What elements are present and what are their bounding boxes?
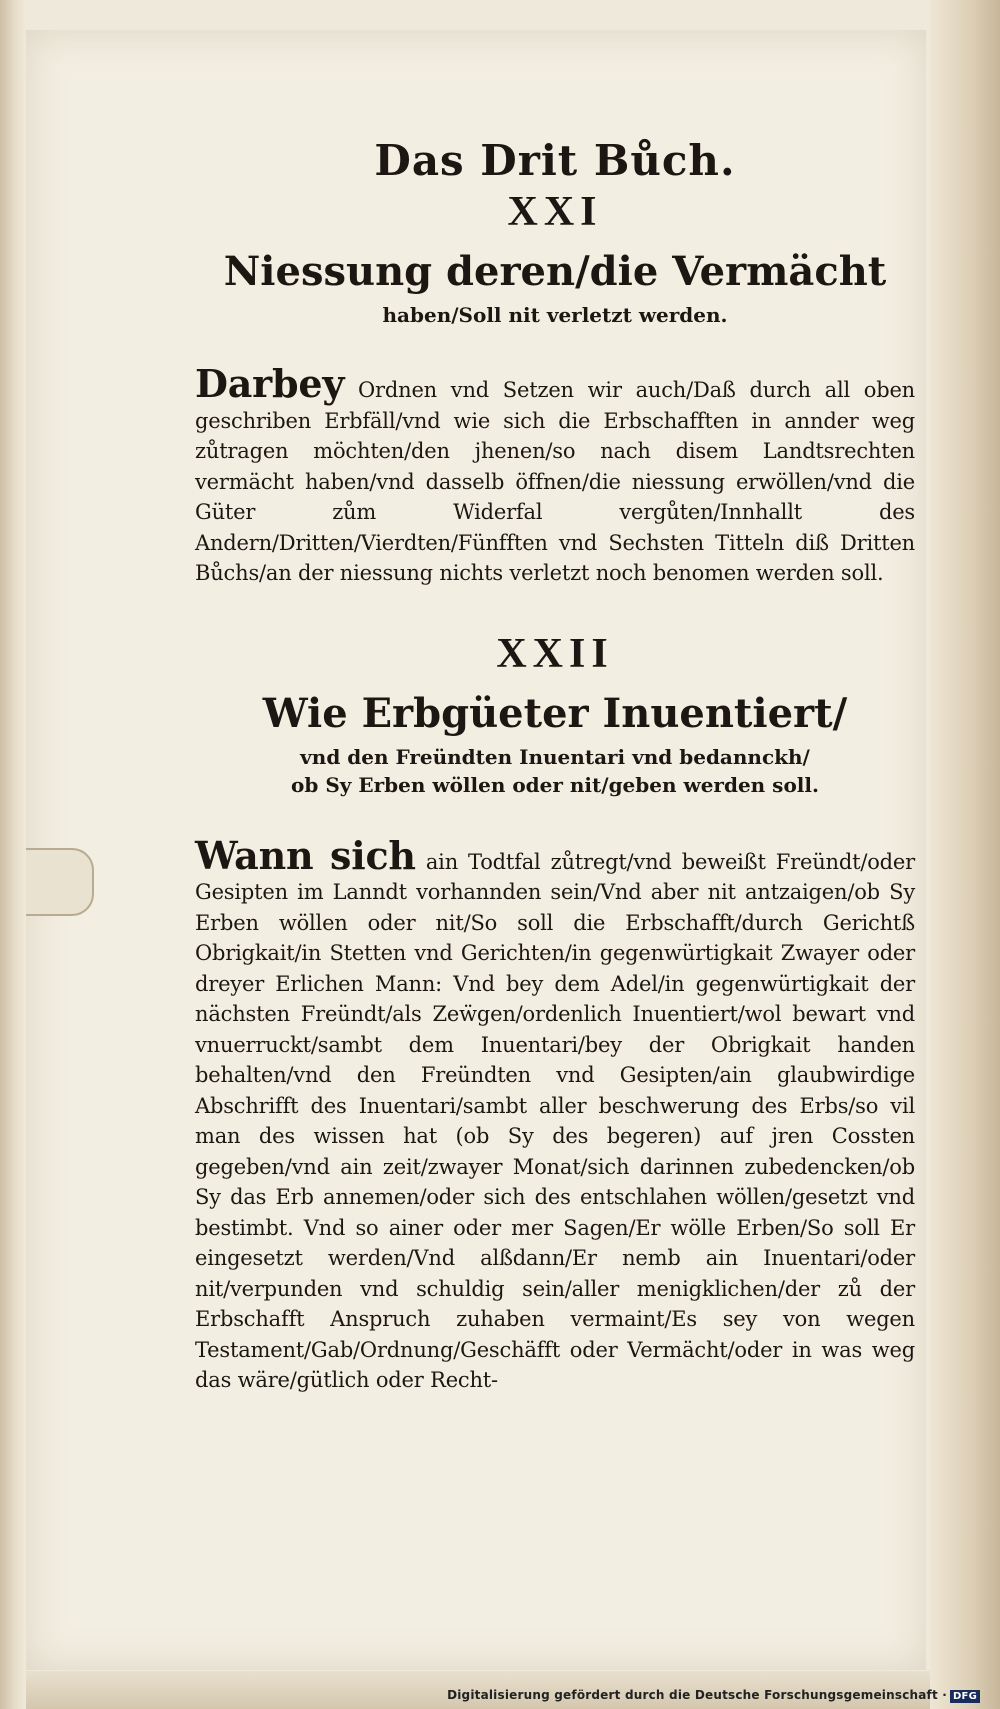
paragraph-xxi xyxy=(195,361,915,589)
chapter-subtitle-xxii-line2: ob Sy Erben wöllen oder nit/geben werden soll. xyxy=(291,772,819,797)
digitization-credit xyxy=(447,1688,980,1703)
book-edge-shadow xyxy=(930,0,1000,1709)
chapter-number-xxii: XXII xyxy=(496,630,614,677)
running-head: Das Drit Bůch. xyxy=(374,136,736,185)
chapter-number-xxi: XXI xyxy=(507,189,603,235)
paragraph-xxii xyxy=(195,832,915,1396)
initial-word-xxi: Darbey xyxy=(195,361,345,406)
chapter-title-xxii: Wie Erbgüeter Inuentiert/ xyxy=(262,689,848,737)
paragraph-body-xxii: ain Todtfal zůtregt/vnd beweißt Freündt/oder Gesipten im Lanndt vorhannden sein/Vnd aber nit antzaigen/ob Sy Erben wöllen oder nit/So soll die Erbschafft/durch Gerichtß Obrigkait/in Stetten vnd Gerichten/in gegenwürtigkait Zwayer oder dreyer Erlichen Mann: Vnd bey dem Adel/in gegenwürtigkait der nächsten Freündt/als Zeẅgen/ordenlich Inuentiert/wol bewart vnd vnuerruckt/sambt dem Inuentari/bey der Obrigkait handen behalten/vnd den Freündten vnd Gesipten/ain glaubwirdige Abschrifft des Inuentari/sambt aller beschwerung des Erbs/so vil man des wissen hat (ob Sy des begeren) auf jren Cossten gegeben/vnd ain zeit/zwayer Monat/sich darinnen zubedencken/ob Sy das Erb annemen/oder sich des entschlahen wöllen/gesetzt vnd bestimbt. Vnd so ainer oder mer Sagen/Er wölle Erben/So soll Er eingesetzt werden/Vnd alßdann/Er nemb ain Inuentari/oder nit/verpunden vnd schuldig sein/aller menigklichen/der zů der Erbschafft Anspruch zuhaben vermaint/Es sey von wegen Testament/Gab/Ordnung/Geschäfft oder Vermächt/oder in was weg das wäre/gütlich oder Recht- xyxy=(195,849,915,1392)
page-content xyxy=(195,135,915,1396)
dfg-logo: DFG xyxy=(950,1690,980,1703)
chapter-subtitle-xxii-line1: vnd den Freündten Inuentari vnd bedannckh/ xyxy=(300,744,810,769)
paragraph-body-xxi: Ordnen vnd Setzen wir auch/Daß durch all oben geschriben Erbfäll/vnd wie sich die Erbschafften in annder weg zůtragen möchten/den jhenen/so nach disem Landtsrechten vermächt haben/vnd dasselb öffnen/die niessung erwöllen/vnd die Güter zům Widerfal vergůten/Innhallt des Andern/Dritten/Vierdten/Fünfften vnd Sechsten Titteln diß Dritten Bůchs/an der niessung nichts verletzt noch benomen werden soll. xyxy=(195,378,915,585)
chapter-title-xxi: Niessung deren/die Vermächt xyxy=(223,248,887,295)
book-spine-shadow xyxy=(0,0,26,1709)
chapter-subtitle-xxi: haben/Soll nit verletzt werden. xyxy=(382,303,728,327)
initial-word-xxii: Wann sich xyxy=(195,832,416,878)
bookmark-tab xyxy=(26,848,94,916)
credit-text: Digitalisierung gefördert durch die Deutsche Forschungsgemeinschaft · xyxy=(447,1688,948,1702)
